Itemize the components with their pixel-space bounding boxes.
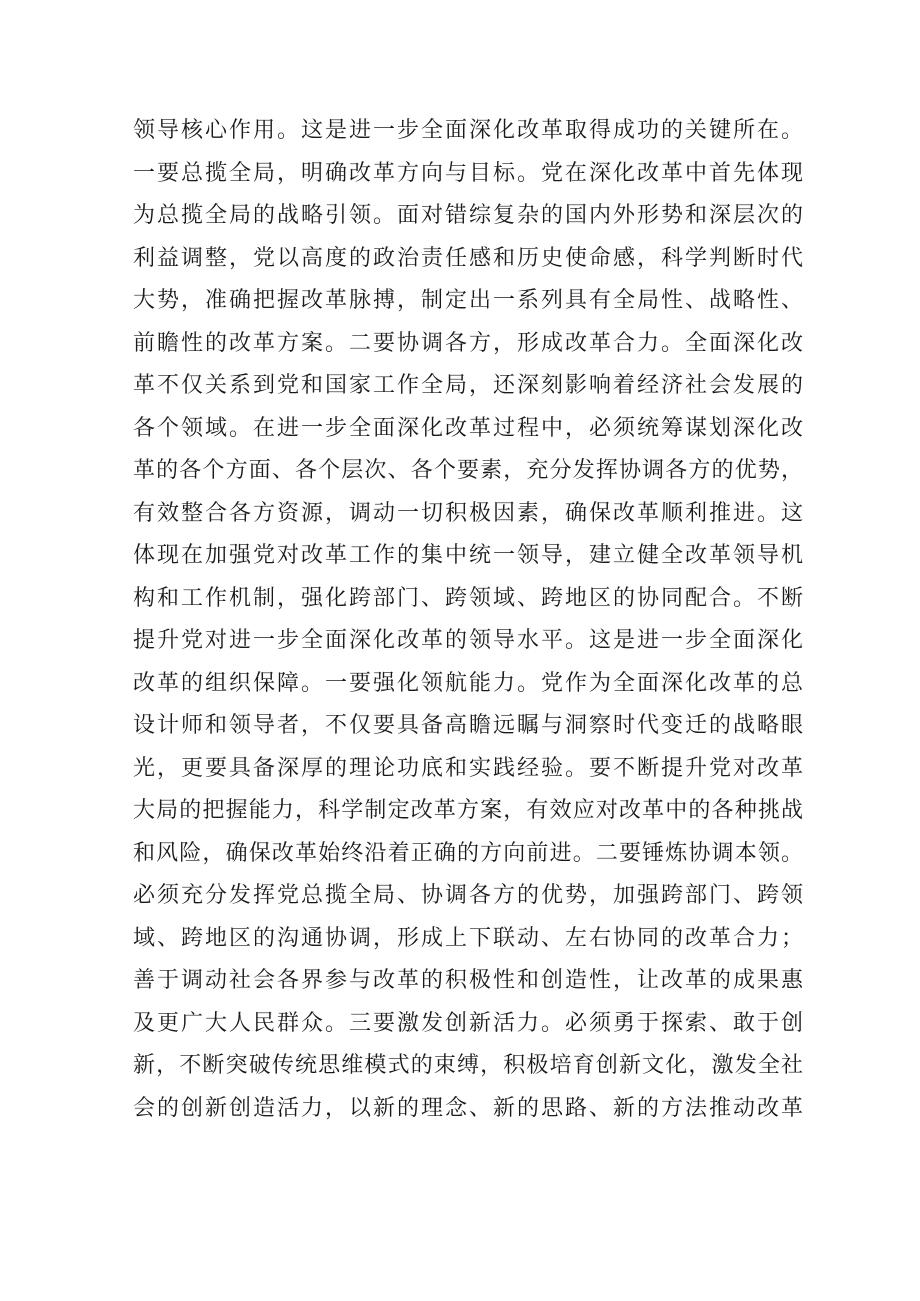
text-line: 革的各个方面、各个层次、各个要素，充分发挥协调各方的优势， [133,458,803,483]
text-line: 会的创新创造活力，以新的理念、新的思路、新的方法推动改革 [133,1095,803,1121]
text-line: 提升党对进一步全面深化改革的领导水平。这是进一步全面深化 [133,628,803,653]
text-line: 一要总揽全局，明确改革方向与目标。党在深化改革中首先体现 [133,160,803,186]
text-line: 域、跨地区的沟通协调，形成上下联动、左右协同的改革合力； [133,925,803,951]
text-line: 为总揽全局的战略引领。面对错综复杂的国内外形势和深层次的 [133,203,803,228]
text-line: 构和工作机制，强化跨部门、跨领域、跨地区的协同配合。不断 [133,585,803,611]
text-line: 光，更要具备深厚的理论功底和实践经验。要不断提升党对改革 [133,755,803,781]
text-line: 必须充分发挥党总揽全局、协调各方的优势，加强跨部门、跨领 [133,883,803,908]
text-line: 和风险，确保改革始终沿着正确的方向前进。二要锤炼协调本领。 [133,840,803,866]
text-line: 有效整合各方资源，调动一切积极因素，确保改革顺利推进。这 [133,500,803,526]
text-line: 利益调整，党以高度的政治责任感和历史使命感，科学判断时代 [133,245,803,271]
text-line: 领导核心作用。这是进一步全面深化改革取得成功的关键所在。 [133,118,803,143]
text-line: 体现在加强党对改革工作的集中统一领导，建立健全改革领导机 [133,543,803,568]
text-line: 设计师和领导者，不仅要具备高瞻远瞩与洞察时代变迁的战略眼 [133,713,803,738]
text-line: 新，不断突破传统思维模式的束缚，积极培育创新文化，激发全社 [133,1053,803,1078]
text-line: 大势，准确把握改革脉搏，制定出一系列具有全局性、战略性、 [133,288,803,313]
text-line: 革不仅关系到党和国家工作全局，还深刻影响着经济社会发展的 [133,373,803,398]
text-line: 善于调动社会各界参与改革的积极性和创造性，让改革的成果惠 [133,968,803,993]
text-line: 前瞻性的改革方案。二要协调各方，形成改革合力。全面深化改 [133,330,803,356]
text-line: 改革的组织保障。一要强化领航能力。党作为全面深化改革的总 [133,670,803,696]
text-line: 大局的把握能力，科学制定改革方案，有效应对改革中的各种挑战 [133,798,803,823]
body-text [133,110,803,1130]
text-line: 及更广大人民群众。三要激发创新活力。必须勇于探索、敢于创 [133,1010,803,1036]
text-line: 各个领域。在进一步全面深化改革过程中，必须统筹谋划深化改 [133,415,803,441]
